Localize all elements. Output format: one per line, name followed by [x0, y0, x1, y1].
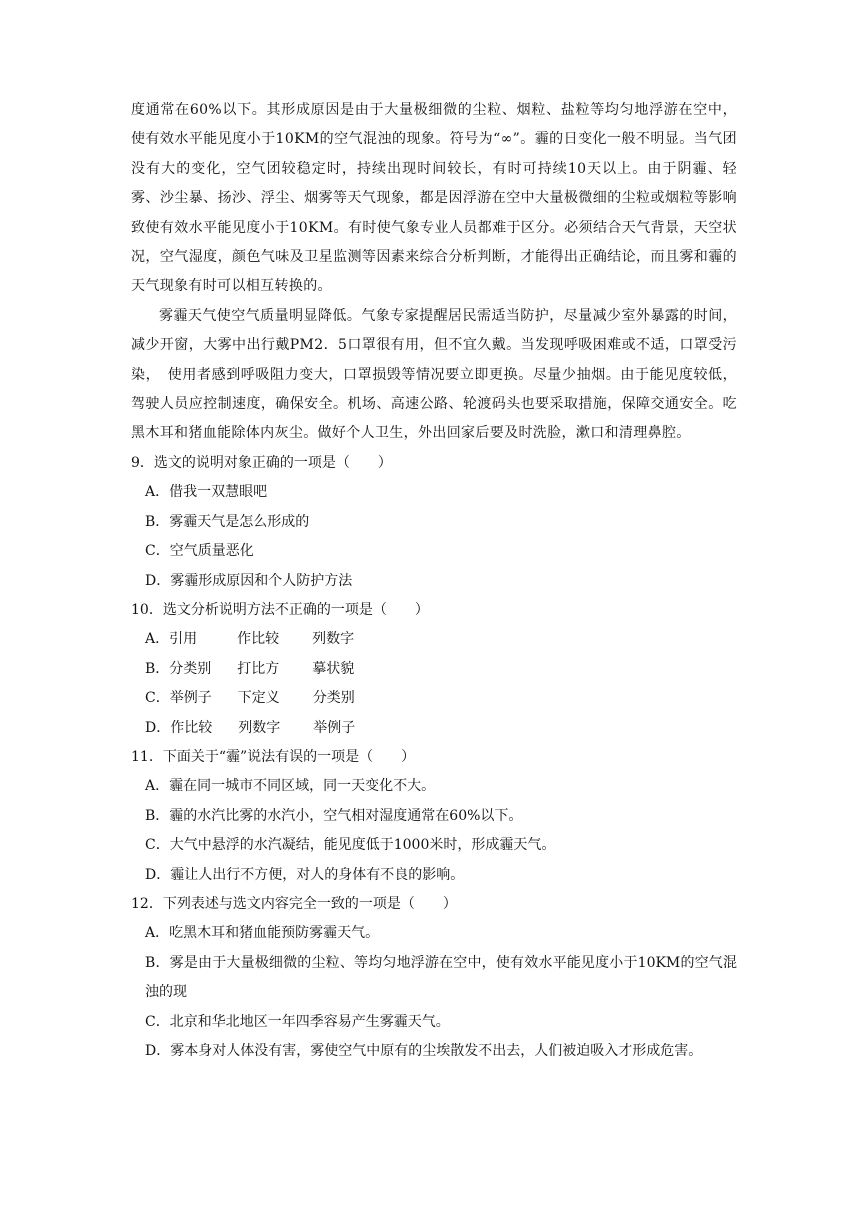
question-11-option-d [145, 861, 737, 890]
option-item: 列数字 [238, 719, 281, 736]
question-9-option-c [145, 537, 737, 566]
option-letter: B． [145, 513, 170, 530]
option-item: 分类别 [169, 660, 212, 677]
question-9-stem: 9．选文的说明对象正确的一项是（ ） [131, 454, 392, 471]
option-letter: D． [145, 572, 171, 589]
option-item: 作比较 [237, 631, 280, 648]
option-letter: B． [145, 954, 170, 971]
question-9-option-d [145, 567, 737, 596]
question-12-option-d [145, 1037, 737, 1066]
option-letter: B． [145, 807, 170, 824]
option-text: 霾在同一城市不同区域，同一天变化不大。 [169, 778, 436, 795]
option-item: 打比方 [237, 660, 280, 677]
option-item: 列数字 [312, 631, 355, 648]
option-item: 引用 [169, 631, 198, 648]
option-letter: D． [145, 866, 171, 883]
option-item: 举例子 [169, 690, 212, 707]
option-text: 空气质量恶化 [169, 543, 254, 560]
option-text: 吃黑木耳和猪血能预防雾霾天气。 [169, 925, 380, 942]
option-letter: D． [145, 1043, 171, 1059]
question-9-option-a [145, 478, 737, 507]
question-10-option-b [145, 655, 737, 684]
option-text: 雾霾天气是怎么形成的 [169, 513, 310, 530]
option-text: 霾的水汽比雾的水汽小，空气相对湿度通常在60%以下。 [169, 807, 523, 824]
question-9 [131, 449, 737, 596]
option-text: 雾本身对人体没有害，雾使空气中原有的尘埃散发不出去，人们被迫吸入才形成危害。 [170, 1043, 703, 1059]
option-item: 作比较 [170, 719, 213, 736]
question-12 [131, 890, 737, 1066]
question-11-stem: 11．下面关于“霾”说法有误的一项是（ ） [131, 748, 416, 765]
option-letter: A． [145, 631, 170, 648]
option-letter: B． [145, 660, 170, 677]
question-10-stem: 10．选文分析说明方法不正确的一项是（ ） [131, 601, 429, 618]
option-letter: A． [145, 778, 170, 795]
passage-paragraph-1: 度通常在60%以下。其形成原因是由于大量极细微的尘粒、烟粒、盐粒等均匀地浮游在空中，使有效水平能见度小于10KM的空气混浊的现象。符号为“∞”。霾的日变化一般不明显。当气团没有大的变化，空气团较稳定时，持续出现时间较长，有时可持续10天以上。由于阴霾、轻雾、沙尘暴、扬沙、浮尘、烟雾等天气现象，都是因浮游在空中大量极微细的尘粒或烟粒等影响致使有效水平能见度小于10KM。有时使气象专业人员都难于区分。必须结合天气背景，天空状况，空气湿度，颜色气味及卫星监测等因素来综合分析判断，才能得出正确结论，而且雾和霾的天气现象有时可以相互转换的。 [131, 102, 737, 295]
option-letter: A． [145, 484, 170, 501]
option-text: 借我一双慧眼吧 [169, 484, 268, 501]
option-text: 大气中悬浮的水汽凝结，能见度低于1000米时，形成霾天气。 [169, 837, 556, 854]
question-12-option-c [145, 1008, 737, 1037]
option-letter: D． [145, 719, 171, 736]
passage-paragraph-2: 雾霾天气使空气质量明显降低。气象专家提醒居民需适当防护，尽量减少室外暴露的时间，减少开窗，大雾中出行戴PM2．5口罩很有用，但不宜久戴。当发现呼吸困难或不适，口罩受污染， 使用者感到呼吸阻力变大，口罩损毁等情况要立即更换。尽量少抽烟。由于能见度较低，驾驶人员应控制速度，确保安全。机场、高速公路、轮渡码头也要采取措施，保障交通安全。吃黑木耳和猪血能除体内灰尘。做好个人卫生，外出回家后要及时洗脸，漱口和清理鼻腔。 [131, 307, 737, 442]
option-text: 北京和华北地区一年四季容易产生雾霾天气。 [169, 1013, 450, 1030]
question-12-option-b [145, 949, 737, 1008]
option-letter: C． [145, 543, 170, 560]
option-letter: C． [145, 837, 170, 854]
question-11-option-a [145, 772, 737, 801]
option-item: 摹状貌 [312, 660, 355, 677]
question-10-option-d [145, 714, 737, 743]
document-content [131, 96, 737, 1066]
option-text: 雾是由于大量极细微的尘粒、等均匀地浮游在空中，使有效水平能见度小于10KM的空气混浊的现 [145, 954, 737, 1001]
question-10-option-c [145, 684, 737, 713]
option-text: 霾让人出行不方便，对人的身体有不良的影响。 [170, 866, 465, 883]
question-11-option-c [145, 831, 737, 860]
question-11-option-b [145, 802, 737, 831]
question-12-stem: 12．下列表述与选文内容完全一致的一项是（ ） [131, 895, 457, 912]
question-10-option-a [145, 625, 737, 654]
option-letter: C． [145, 690, 170, 707]
option-letter: C． [145, 1013, 170, 1030]
question-10 [131, 596, 737, 743]
option-item: 分类别 [312, 690, 355, 707]
option-letter: A． [145, 925, 170, 942]
question-11 [131, 743, 737, 890]
option-item: 举例子 [313, 719, 356, 736]
question-12-option-a [145, 919, 737, 948]
question-9-option-b [145, 508, 737, 537]
option-item: 下定义 [237, 690, 280, 707]
option-text: 雾霾形成原因和个人防护方法 [170, 572, 353, 589]
